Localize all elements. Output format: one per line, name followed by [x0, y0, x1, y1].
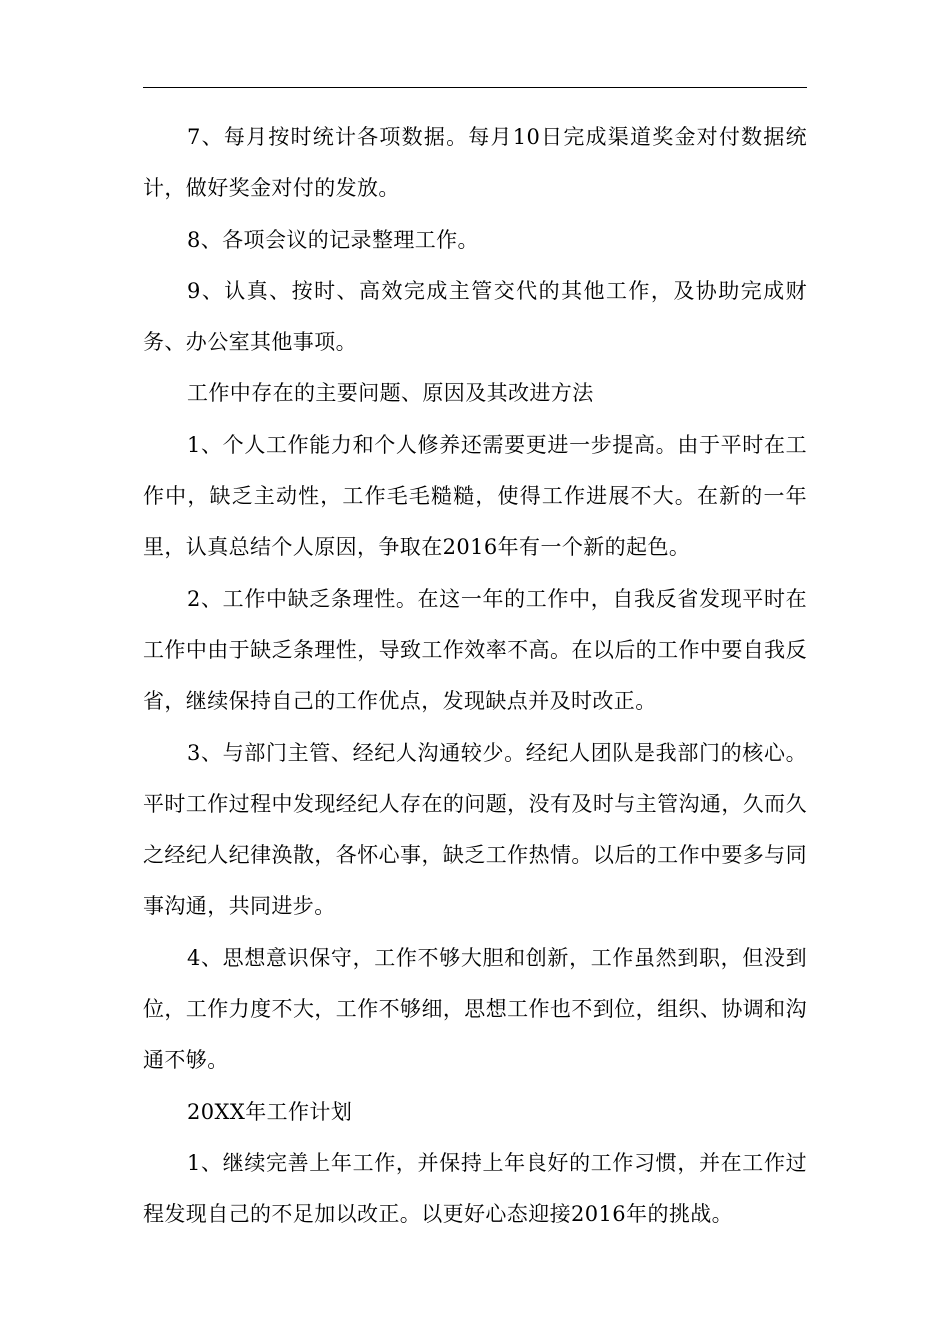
- header-rule: [143, 87, 807, 88]
- plan-item-1: 1、继续完善上年工作，并保持上年良好的工作习惯，并在工作过程发现自己的不足加以改正。以更好心态迎接2016年的挑战。: [143, 1150, 807, 1227]
- problem-item-3: 3、与部门主管、经纪人沟通较少。经纪人团队是我部门的核心。平时工作过程中发现经纪人存在的问题，没有及时与主管沟通，久而久之经纪人纪律涣散，各怀心事，缺乏工作热情。以后的工作中要多与同事沟通，共同进步。: [143, 740, 807, 919]
- section-heading-plan: 20XX年工作计划: [187, 1099, 353, 1124]
- problem-item-4: 4、思想意识保守，工作不够大胆和创新，工作虽然到职，但没到位，工作力度不大，工作不够细，思想工作也不到位，组织、协调和沟通不够。: [143, 945, 807, 1073]
- document-body: [143, 112, 807, 1241]
- section-heading-problems: 工作中存在的主要问题、原因及其改进方法: [187, 381, 594, 406]
- problem-item-1: 1、个人工作能力和个人修养还需要更进一步提高。由于平时在工作中，缺乏主动性，工作毛毛糙糙，使得工作进展不大。在新的一年里，认真总结个人原因，争取在2016年有一个新的起色。: [143, 432, 807, 560]
- paragraph-item-9: 9、认真、按时、高效完成主管交代的其他工作，及协助完成财务、办公室其他事项。: [143, 278, 807, 355]
- problem-item-2: 2、工作中缺乏条理性。在这一年的工作中，自我反省发现平时在工作中由于缺乏条理性，导致工作效率不高。在以后的工作中要自我反省，继续保持自己的工作优点，发现缺点并及时改正。: [143, 586, 807, 714]
- paragraph-item-8: 8、各项会议的记录整理工作。: [187, 227, 479, 252]
- paragraph-item-7: 7、每月按时统计各项数据。每月10日完成渠道奖金对付数据统计，做好奖金对付的发放。: [143, 125, 807, 201]
